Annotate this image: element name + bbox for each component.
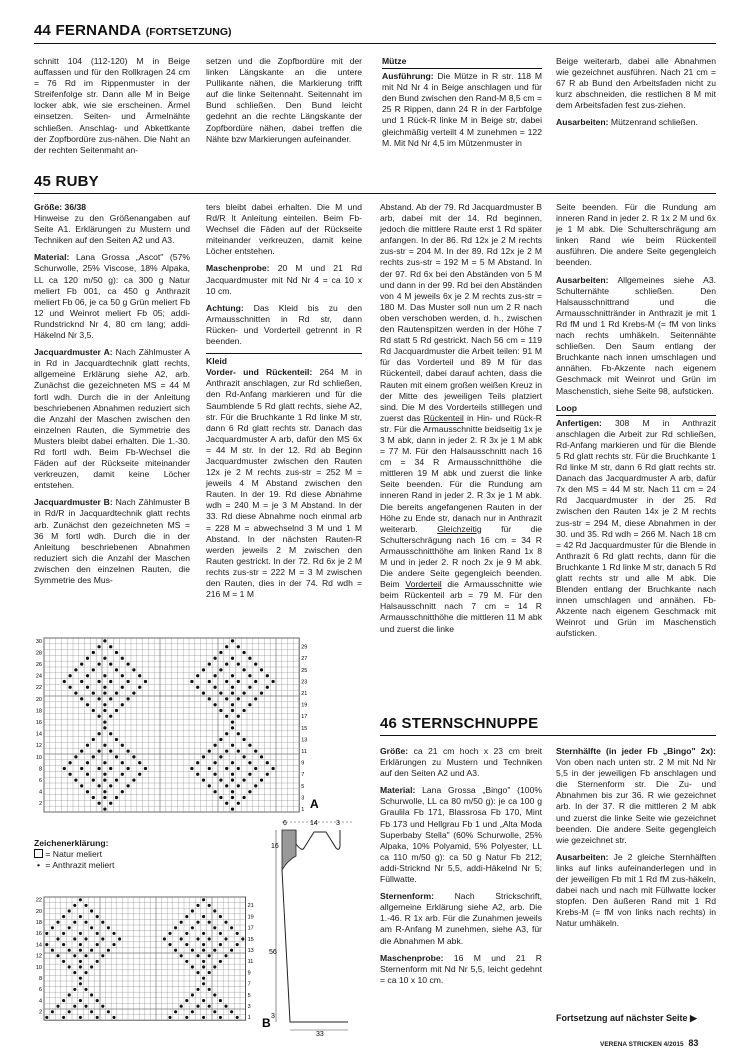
empty-square-icon [34,849,43,858]
svg-text:5: 5 [301,783,305,790]
lead: Ausführung: [382,71,434,82]
text: 16 M und 21 R Sternenform mit Nd Nr 5,5, leicht gedehnt = ca 10 x 10 cm. [380,952,543,985]
schematic-neckline [296,830,340,849]
svg-text:19: 19 [301,702,308,709]
paragraph: schnitt 104 (112-120) M in Beige auffassen und für den Rollkragen 24 cm = 76 Rd im Rippenmuster in der Streifenfolge str. Dann alle M in Beige locker abk, wie sie erscheinen. Ärmel einsetzen. Seiten- und Ärmelnähte schließen. Anschlag- und Abkettkante der Zopfbordüre zus-nähen. Die Naht an der rechten Seitenmaht an- [34,56,190,155]
svg-text:16: 16 [35,931,42,938]
text: Abstand. Ab der 79. Rd Jacquardmuster B arb, dabei mit der 14. Rd beginnen, jedoch die mittlere Raute erst 1 Rd später anfangen. In der 86. Rd 12x je 2 M rechts zus-str = 204 M. In der 89. Rd 12x je 2 M rechts zus-str = 192 M = 5 M Abstand. In der 97. Rd 6x bei den Abständen von 5 M und dann in der 99. Rd bei den Abständen von 4 M jeweils 6x je 2 M rechts zus-str = 180 M. Das Muster soll nun um 2 R nach oben verschoben werden, d. h., zwischen den Rautenspitzen werden in der Höhe 7 Rd statt 5 Rd gestrickt. Nach 56 cm = 119 Rd Jacquardmuster die Arbeit teilen: 91 M für das Vorderteil und 89 M für das Rückenteil, dabei darauf achten, dass die Rauten mit einem großen weißen Kreuz in der Mitte des jeweiligen Teils platziert sind. Die M des Vorderteils stilllegen und zuerst das [380,202,542,423]
svg-text:30: 30 [35,638,42,645]
lead: Jacquardmuster B: [34,497,113,508]
dress-schematic [268,812,374,1038]
magazine-name: VERENA STRICKEN 4/2015 [600,1041,684,1048]
svg-text:29: 29 [301,644,308,651]
text: 264 M in Anthrazit anschlagen, zur Rd schließen, den Rd-Anfang markieren und für die Saumblende 5 Rd glatt rechts, siehe A2, str. Für die Bruchkante 1 Rd linke M str, dann 6 Rd glatt rechts str. Danach das Jacquardmuster A arb, dafür den MS 6x = 44 M str. In der 12. Rd ab Beginn Jacquardmuster zwischen den Rauten 12x je 2 M rechts zus-str = 252 M = jeweils 4 M Abstand zwischen den Rauten. In der 19. Rd diese Abnahme wdh = 240 M = je 3 M Abstand. In der 33. Rd diese Abnahme noch einmal arb = 228 M = abwechselnd 3 M und 1 M Abstand. In der nächsten Rauten-R werden jeweils 2 M zwischen den Rauten gestrickt. In der 72. Rd 6x je 2 M rechts zus-str = 222 M = 3 M zwischen den Rauten, dies in der 74. Rd wdh = 216 M = 1 M [206,367,362,600]
knitting-chart-b [34,893,284,1033]
section-suffix: (FORTSETZUNG) [145,26,232,38]
text: Lana Grossa „Ascot" (57% Schurwolle, 25% Viscose, 18% Alpaka, LL ca 120 m/50 g): ca 300 g Natur meliert Fb 001, ca 450 g Anthrazit meliert Fb 06, je ca 50 g Grün meliert Fb 12 und Weinrot meliert Fb 05; addi-Rundstricknd Nr 4, 80 cm lang; addi-Häkelnd Nr 3,5. [34,252,190,341]
lead: Achtung: [206,302,244,313]
svg-text:12: 12 [35,743,42,750]
lead: Jacquardmuster A: [34,347,113,358]
ruby-col3 [380,202,542,641]
section-title: STERNSCHNUPPE [401,715,539,732]
ruby-col1 [34,202,190,592]
section-number: 44 [34,22,52,39]
dimension-label: 6 [283,820,287,827]
size-label: Größe: 36/38 [34,202,87,212]
text-underlined: Rückenteil [423,412,464,423]
legend [34,838,194,871]
schematic-outline [282,870,348,1022]
svg-text:26: 26 [35,662,42,668]
svg-text:18: 18 [35,920,42,926]
svg-text:24: 24 [35,673,42,680]
dimension-label: 33 [316,1031,324,1038]
svg-text:11: 11 [247,959,254,966]
text: Nach Zählmuster B in Rd/R in Jacquardtechnik glatt rechts arb. Zunächst den gezeichneten MS = 36 M fortl wdh. Durch die in der Anleitung beschriebenen Abnahmen reduziert sich die Anzahl der Maschen zwischen den einzelnen Rauten, die Symmetrie des Mus- [34,497,191,585]
paragraph: Seite beenden. Für die Rundung am inneren Rand in jeder 2. R 1x 2 M und 6x je 1 M abk. Die Schulterschrägung am linken Rand wie beim Rückenteil ausführen. Die andere Seite gegengleich beenden. [556,202,716,268]
svg-text:18: 18 [35,708,42,715]
dimension-label: 56 [269,949,277,956]
armhole-shaded [282,830,296,870]
sternschnuppe-col2 [556,746,716,936]
dimension-label: 16 [271,843,279,850]
text-underlined: Vorderteil [405,579,442,590]
lead: Maschenprobe: [206,263,270,274]
fernanda-col4 [556,56,716,135]
svg-text:28: 28 [35,650,42,657]
svg-text:14: 14 [35,731,42,738]
svg-text:4: 4 [38,789,42,796]
svg-text:12: 12 [35,953,42,960]
text: die Armausschnitte wie beim Rückenteil arb = 79 M. Für den Halsausschnitt nach 7 cm = 14 R Armausschnitthöhe die mittleren 11 M abk und zuerst die linke [380,579,543,634]
svg-text:17: 17 [301,714,308,721]
chart-b-label: B [262,1016,271,1030]
svg-text:11: 11 [301,749,307,755]
section-number: 45 [34,173,52,190]
section-number: 46 [380,715,398,732]
lead: Sternhälfte (in jeder Fb „Bingo" 2x): [556,746,716,756]
chart-b-grid [36,897,254,1021]
svg-text:25: 25 [301,667,308,674]
svg-text:13: 13 [247,948,254,954]
svg-text:13: 13 [301,737,308,744]
svg-text:1: 1 [247,1015,251,1022]
lead: Maschenprobe: [380,952,444,963]
svg-text:22: 22 [35,685,42,692]
knitting-chart-a [34,634,334,814]
svg-text:15: 15 [247,936,254,943]
section-header-sternschnuppe [380,715,538,733]
text: Allgemeines siehe A3. Schulternähte schließen. Den Halsausschnittrand und die Armausschnittränder in Anthrazit je mit 1 Rd fM und 1 Rd Krebs-M (= fM von links nach rechts umhäkeln. Seitennähte schließen. Den Saum entlang der Bruchkante nach innen umschlagen und annähen. Fb-Akzente nach eigenem Geschmack mit Weinrot und Grün im Maschenstich, siehe Seite 98, aufsticken. [556,274,716,396]
lead: Größe: [380,746,409,756]
header-rule [380,735,716,736]
svg-text:17: 17 [247,925,254,932]
paragraph: setzen und die Zopfbordüre mit der linken Längskante an die untere Pullikante nähen, die Markierung trifft auf die linke Seitennaht. Seitennaht im Bund schließen. Den Bund leicht gedehnt an die rechte Längskante der Zopfbordüre nähen, dabei treffen die Nähte bzw Markierungen aufeinander. [206,56,362,144]
lead: Material: [380,785,416,796]
paragraph: Hinweise zu den Größenangaben auf Seite A1. Erklärungen zu Mustern und Techniken auf den Seiten A2 und A3. [34,213,190,246]
text: Nach Strickschrift, allgemeine Erklärung siehe A2, arb. Die 1.-46. R 1x arb. Für die Zunahmen jeweils am R-Anfang M zunehmen, siehe A3, für die Abnahmen M abk. [380,891,542,946]
legend-item-natur [34,849,194,860]
svg-text:9: 9 [247,970,251,977]
subsection-title-kleid: Kleid [206,353,362,367]
text: Das Kleid bis zu den Armausschnitten in Rd str, dann Rücken- und Vorderteil getrennt in R beenden. [206,302,363,347]
lead: Ausarbeiten: [556,117,609,128]
text: Lana Grossa „Bingo" (100% Schurwolle, LL ca 80 m/50 g): je ca 100 g Graulila Fb 171, Blassrosa Fb 170, Mint Fb 173 und Hellgrau Fb 1 und „Alta Moda Superbaby Stella" (60% Schurwolle, 25% Alpaka, 10% Polyamid, 5% Polyester, LL ca 110 m/50 g): ca 50 g Natur Fb 212; addi-Stricknd Nr 5,5, addi-Häkelnd Nr 5; Füllwatte. [380,785,542,885]
text: Je 2 gleiche Sternhälften links auf links aufeinanderlegen und in der jeweiligen Fb mit 1 Rd fM zus-häkeln, dabei nach und nach mit Füllwatte locker stopfen. Den äußeren Rand mit 1 Rd Krebs-M (= fM von links nach rechts) in Natur umhäkeln. [556,851,716,929]
svg-text:6: 6 [38,778,42,784]
svg-text:9: 9 [301,760,305,767]
svg-text:1: 1 [301,807,305,813]
dot-icon: • [36,860,40,871]
svg-text:2: 2 [38,1009,42,1016]
fernanda-col3 [382,56,542,155]
footer-magazine [600,1038,698,1048]
paragraph: ters bleibt dabei erhalten. Die M und Rd/R lt Anleitung einteilen. Beim Fb-Wechsel die Fäden auf der Rückseite miteinander verkreuzen, damit keine Löcher entstehen. [206,202,362,257]
svg-text:10: 10 [35,754,42,761]
paragraph: Beige weiterarb, dabei alle Abnahmen wie gezeichnet ausführen. Nach 21 cm = 67 R ab Bund den Arbeitsfaden nicht zu kurz abschneiden, die restlichen 8 M mit dem Arbeitsfaden fest zus-ziehen. [556,56,716,111]
fernanda-col2 [206,56,362,151]
svg-text:23: 23 [301,679,308,686]
text: ca 21 cm hoch x 23 cm breit Erklärungen zu Mustern und Techniken auf den Seiten A2 und A3. [380,746,543,779]
svg-text:6: 6 [38,987,42,994]
dimension-label: 14 [310,820,318,827]
text: Von oben nach unten str. 2 M mit Nd Nr 5,5 in der jeweiligen Fb anschlagen und die Sternenform str. Die Zu- und Abnahmen bis zur 36. R wie gezeichnet arb. In der 37. R die mittleren 2 M abk und zuerst die linke Seite wie gezeichnet beenden. Die andere Seite gegengleich wie gezeichnet str. [556,757,716,845]
text: Die Mütze in R str. 118 M mit Nd Nr 4 in Beige anschlagen und für den Bund zwischen den Rand-M 8,5 cm = 25 R Rippen, dann 24 R in der Farbfolge und 1 Rück-R linke M in Beige str, dabei gleichmäßig verteilt 4 M zunehmen = 122 M. Mit Nd Nr 4,5 im Mützenmuster in [382,71,543,148]
dimension-label: 3 [336,820,340,827]
section-header-ruby [34,173,99,191]
svg-text:7: 7 [301,772,305,779]
lead: Material: [34,252,70,263]
svg-text:10: 10 [35,964,42,971]
legend-label: = Natur meliert [45,849,102,860]
svg-text:19: 19 [247,914,254,921]
text: Nach Zählmuster A in Rd in Jacquardtechnik glatt rechts, allgemeine Erklärung siehe A2, arb. Zunächst die gezeichneten MS = 44 M fortl wdh. Durch die in der Anleitung beschriebenen Abnahmen reduziert sich die Anzahl der Maschen zwischen den einzelnen Rauten, die Symmetrie des Musters bleibt dabei erhalten. Die 1.-30. Rd fortl wdh. Beim Fb-Wechsel die Fäden auf der Rückseite miteinander verkreuzen, damit keine Löcher entstehen. [34,347,191,491]
section-title: FERNANDA [55,22,142,39]
legend-label: = Anthrazit meliert [45,860,115,871]
svg-text:16: 16 [35,720,42,726]
dimension-label: 3 [271,1013,275,1020]
text: 308 M in Anthrazit anschlagen die Arbeit zur Rd schließen, Rd-Anfang markieren und für die Blende 5 Rd glatt rechts str. Für die Bruchkante 1 Rd linke M str, dann 6 Rd glatt rechts str. Danach das Jacquardmuster A arb, dafür 7x den MS = 44 M str. Nach 11 cm = 24 Rd Jacquardmuster in der 25. Rd zwischen den Rauten 14x je 2 M rechts zus-str = 294 M, diese Abnahmen in der 30. und 35. Rd wdh = 266 M. Nach 18 cm = 42 Rd Jacquardmuster für die Blende in Anthrazit 6 Rd glatt rechts, dann für die Bruchkante 1 Rd linke M str, danach 5 Rd glatt rechts str und alle M abk. Die Blenden entlang der Bruchkante nach innen umschlagen und annähen. Fb-Akzente nach eigenem Geschmack mit Weinrot und Grün im Maschenstich aufsticken. [556,417,716,639]
page-number: 83 [688,1038,699,1048]
ruby-col2 [206,202,362,606]
lead: Vorder- und Rückenteil: [206,367,313,378]
header-rule [34,43,716,44]
svg-text:2: 2 [38,801,42,808]
continue-note: Fortsetzung auf nächster Seite ▶ [556,1013,697,1023]
svg-text:20: 20 [35,908,42,915]
svg-text:3: 3 [247,1004,251,1010]
header-rule [34,193,716,194]
svg-text:8: 8 [38,766,42,773]
text: Mützenrand schließen. [610,117,698,128]
lead: Ausarbeiten: [556,851,609,862]
text: 20 M und 21 Rd Jacquardmuster mit Nd Nr 4 = ca 10 x 10 cm. [206,263,363,296]
svg-text:22: 22 [35,897,42,904]
legend-item-anthrazit [34,860,194,871]
svg-text:4: 4 [38,998,42,1005]
sternschnuppe-col1 [380,746,542,992]
svg-text:21: 21 [301,691,308,697]
chart-a-label: A [310,797,319,811]
fernanda-col1 [34,56,190,162]
text-underlined: Gleichzeitig [437,523,482,534]
legend-title: Zeichenerklärung: [34,838,109,848]
lead: Ausarbeiten: [556,274,609,285]
svg-text:21: 21 [247,903,254,910]
svg-text:7: 7 [247,981,251,988]
subsection-title-loop: Loop [556,403,716,416]
text: in Hin- und Rück-R str. Für die Armausschnitte beidseitig 1x je 3 M abk, dann in jeder 2. R 3x je 1 M abk = 77 M. Für den Halsausschnitt nach 16 cm = 34 R Armausschnitthöhe die mittleren 19 M abk und zuerst die linke Seite beenden. Für die Rundung am inneren Rand in jeder 2. R 3x je 1 M abk. Die bereits angefangenen Rauten in der Höhe zu Ende str, danach nur in Anthrazit weiterarb. [380,412,542,534]
svg-text:8: 8 [38,976,42,982]
svg-text:20: 20 [35,696,42,703]
section-title: RUBY [55,173,99,190]
svg-text:5: 5 [247,992,251,999]
svg-text:15: 15 [301,725,308,732]
lead: Anfertigen: [556,417,602,428]
chart-a-grid [36,638,307,813]
ruby-col4 [556,202,716,646]
svg-text:3: 3 [301,795,305,802]
svg-text:27: 27 [301,656,308,663]
lead: Sternenform: [380,891,434,902]
section-header-fernanda [34,22,232,40]
subsection-title-muetze: Mütze [382,56,542,69]
text: für die Schulterschrägung nach 16 cm = 34 R Armausschnitthöhe am linken Rand 1x 8 M und in jeder 2. R noch 2x je 9 M abk. Die andere Seite gegengleich beenden. Beim [380,523,543,590]
svg-text:14: 14 [35,942,42,949]
